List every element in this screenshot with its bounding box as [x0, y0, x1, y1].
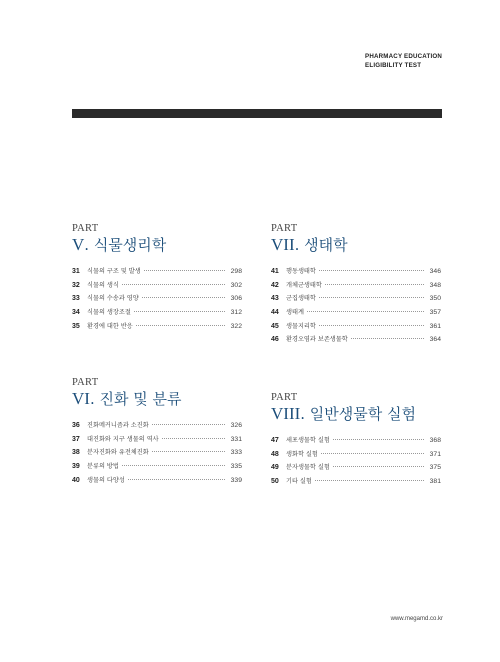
- series-title: [365, 52, 442, 70]
- chapter-number: 46: [271, 336, 279, 344]
- toc-entry[interactable]: [271, 435, 441, 449]
- part-numeral: V: [72, 235, 85, 254]
- part-label: PART: [271, 392, 298, 403]
- chapter-title: 기타 실험: [286, 478, 312, 486]
- part-5-section: [72, 223, 242, 334]
- page-number: 350: [429, 295, 441, 303]
- toc-entry[interactable]: [72, 266, 242, 280]
- chapter-number: 45: [271, 322, 279, 330]
- chapter-title: 생물의 다양성: [87, 476, 125, 484]
- chapter-title: 개체군생태학: [286, 281, 322, 289]
- chapter-number: 38: [72, 449, 80, 457]
- part-label: PART: [271, 223, 298, 234]
- part-title: [271, 404, 441, 424]
- chapter-number: 31: [72, 268, 80, 275]
- chapter-number: 33: [72, 295, 80, 303]
- toc-list: [72, 420, 242, 488]
- page-number: 302: [230, 281, 242, 289]
- page-number: 381: [429, 478, 441, 486]
- chapter-number: 34: [72, 309, 80, 317]
- chapter-title: 생화학 실험: [286, 450, 318, 458]
- part-numeral: VI: [72, 389, 90, 408]
- leader-dots: [122, 283, 225, 285]
- leader-dots: [319, 324, 424, 326]
- chapter-title: 식물의 구조 및 발생: [87, 268, 141, 275]
- toc-entry[interactable]: [72, 307, 242, 321]
- page-number: 326: [230, 422, 242, 429]
- part-name: . 진화 및 분류: [89, 390, 182, 408]
- page-number: 361: [429, 322, 441, 330]
- toc-entry[interactable]: [72, 475, 242, 489]
- page-number: 371: [429, 450, 441, 458]
- chapter-title: 군집생태학: [286, 295, 316, 303]
- leader-dots: [122, 464, 225, 466]
- part-label: PART: [72, 223, 99, 234]
- leader-dots: [128, 478, 225, 480]
- part-7-section: [271, 223, 441, 348]
- chapter-title: 분자생물학 실험: [286, 464, 330, 472]
- leader-dots: [319, 269, 424, 271]
- chapter-number: 47: [271, 437, 279, 444]
- toc-list: [271, 266, 441, 348]
- page-number: 357: [429, 309, 441, 317]
- part-8-section: [271, 392, 441, 490]
- toc-entry[interactable]: [271, 334, 441, 348]
- website-url: www.megamd.co.kr: [390, 616, 443, 622]
- chapter-number: 36: [72, 422, 80, 429]
- page-number: 335: [230, 463, 242, 471]
- toc-entry[interactable]: [271, 266, 441, 280]
- part-numeral: VIII: [271, 404, 301, 423]
- page-number: 322: [230, 322, 242, 330]
- chapter-number: 37: [72, 435, 80, 443]
- toc-entry[interactable]: [271, 307, 441, 321]
- toc-entry[interactable]: [72, 420, 242, 434]
- leader-dots: [325, 283, 424, 285]
- chapter-title: 세포생물학 실험: [286, 437, 330, 444]
- chapter-title: 행동생태학: [286, 268, 316, 275]
- chapter-title: 분류의 방법: [87, 463, 119, 471]
- page-number: 333: [230, 449, 242, 457]
- chapter-number: 50: [271, 478, 279, 486]
- chapter-number: 49: [271, 464, 279, 472]
- chapter-title: 식물의 생장조절: [87, 309, 131, 317]
- part-name: . 식물생리학: [84, 236, 167, 254]
- leader-dots: [152, 423, 225, 425]
- chapter-number: 48: [271, 450, 279, 458]
- page-number: 348: [429, 281, 441, 289]
- toc-entry[interactable]: [271, 476, 441, 490]
- page-number: 375: [429, 464, 441, 472]
- chapter-title: 환경에 대한 반응: [87, 322, 133, 330]
- chapter-title: 생물지리학: [286, 322, 316, 330]
- header-rule-bar: [72, 109, 442, 118]
- toc-entry[interactable]: [72, 280, 242, 294]
- part-name: . 일반생물학 실험: [300, 405, 417, 423]
- part-numeral: VII: [271, 235, 295, 254]
- toc-entry[interactable]: [72, 321, 242, 335]
- leader-dots: [333, 438, 424, 440]
- leader-dots: [142, 296, 225, 298]
- page-number: 339: [230, 476, 242, 484]
- page-number: 331: [230, 435, 242, 443]
- leader-dots: [319, 296, 424, 298]
- chapter-title: 생태계: [286, 309, 304, 317]
- leader-dots: [134, 310, 225, 312]
- leader-dots: [333, 465, 424, 467]
- toc-entry[interactable]: [271, 449, 441, 463]
- chapter-number: 40: [72, 476, 80, 484]
- leader-dots: [315, 479, 424, 481]
- page-number: 298: [230, 268, 242, 275]
- toc-list: [72, 266, 242, 334]
- leader-dots: [136, 324, 225, 326]
- page-number: 364: [429, 336, 441, 344]
- chapter-title: 환경오염과 보존생물학: [286, 336, 348, 344]
- part-6-section: [72, 377, 242, 488]
- chapter-number: 42: [271, 281, 279, 289]
- part-title: [72, 235, 242, 255]
- part-title: [271, 235, 441, 255]
- page-number: 312: [230, 309, 242, 317]
- chapter-title: 진화메커니즘과 소진화: [87, 422, 149, 429]
- chapter-title: 분자진화와 유전체진화: [87, 449, 149, 457]
- chapter-title: 식물의 생식: [87, 281, 119, 289]
- chapter-title: 식물의 수송과 영양: [87, 295, 139, 303]
- chapter-number: 41: [271, 268, 279, 275]
- page-number: 346: [429, 268, 441, 275]
- chapter-number: 39: [72, 463, 80, 471]
- chapter-title: 대진화와 지구 생물의 역사: [87, 435, 159, 443]
- toc-entry[interactable]: [72, 461, 242, 475]
- toc-list: [271, 435, 441, 490]
- series-title-line2: ELIGIBILITY TEST: [365, 62, 422, 69]
- toc-entry[interactable]: [72, 293, 242, 307]
- leader-dots: [152, 450, 225, 452]
- leader-dots: [144, 269, 225, 271]
- toc-entry[interactable]: [271, 462, 441, 476]
- toc-entry[interactable]: [271, 280, 441, 294]
- chapter-number: 44: [271, 309, 279, 317]
- toc-entry[interactable]: [271, 293, 441, 307]
- leader-dots: [307, 310, 424, 312]
- leader-dots: [351, 337, 424, 339]
- page-number: 306: [230, 295, 242, 303]
- part-title: [72, 389, 242, 409]
- chapter-number: 35: [72, 322, 80, 330]
- leader-dots: [162, 437, 225, 439]
- leader-dots: [321, 452, 424, 454]
- part-name: . 생태학: [294, 236, 348, 254]
- toc-entry[interactable]: [271, 321, 441, 335]
- chapter-number: 32: [72, 281, 80, 289]
- part-label: PART: [72, 377, 99, 388]
- toc-entry[interactable]: [72, 434, 242, 448]
- toc-entry[interactable]: [72, 447, 242, 461]
- series-title-line1: PHARMACY EDUCATION: [365, 53, 442, 60]
- page-number: 368: [429, 437, 441, 444]
- chapter-number: 43: [271, 295, 279, 303]
